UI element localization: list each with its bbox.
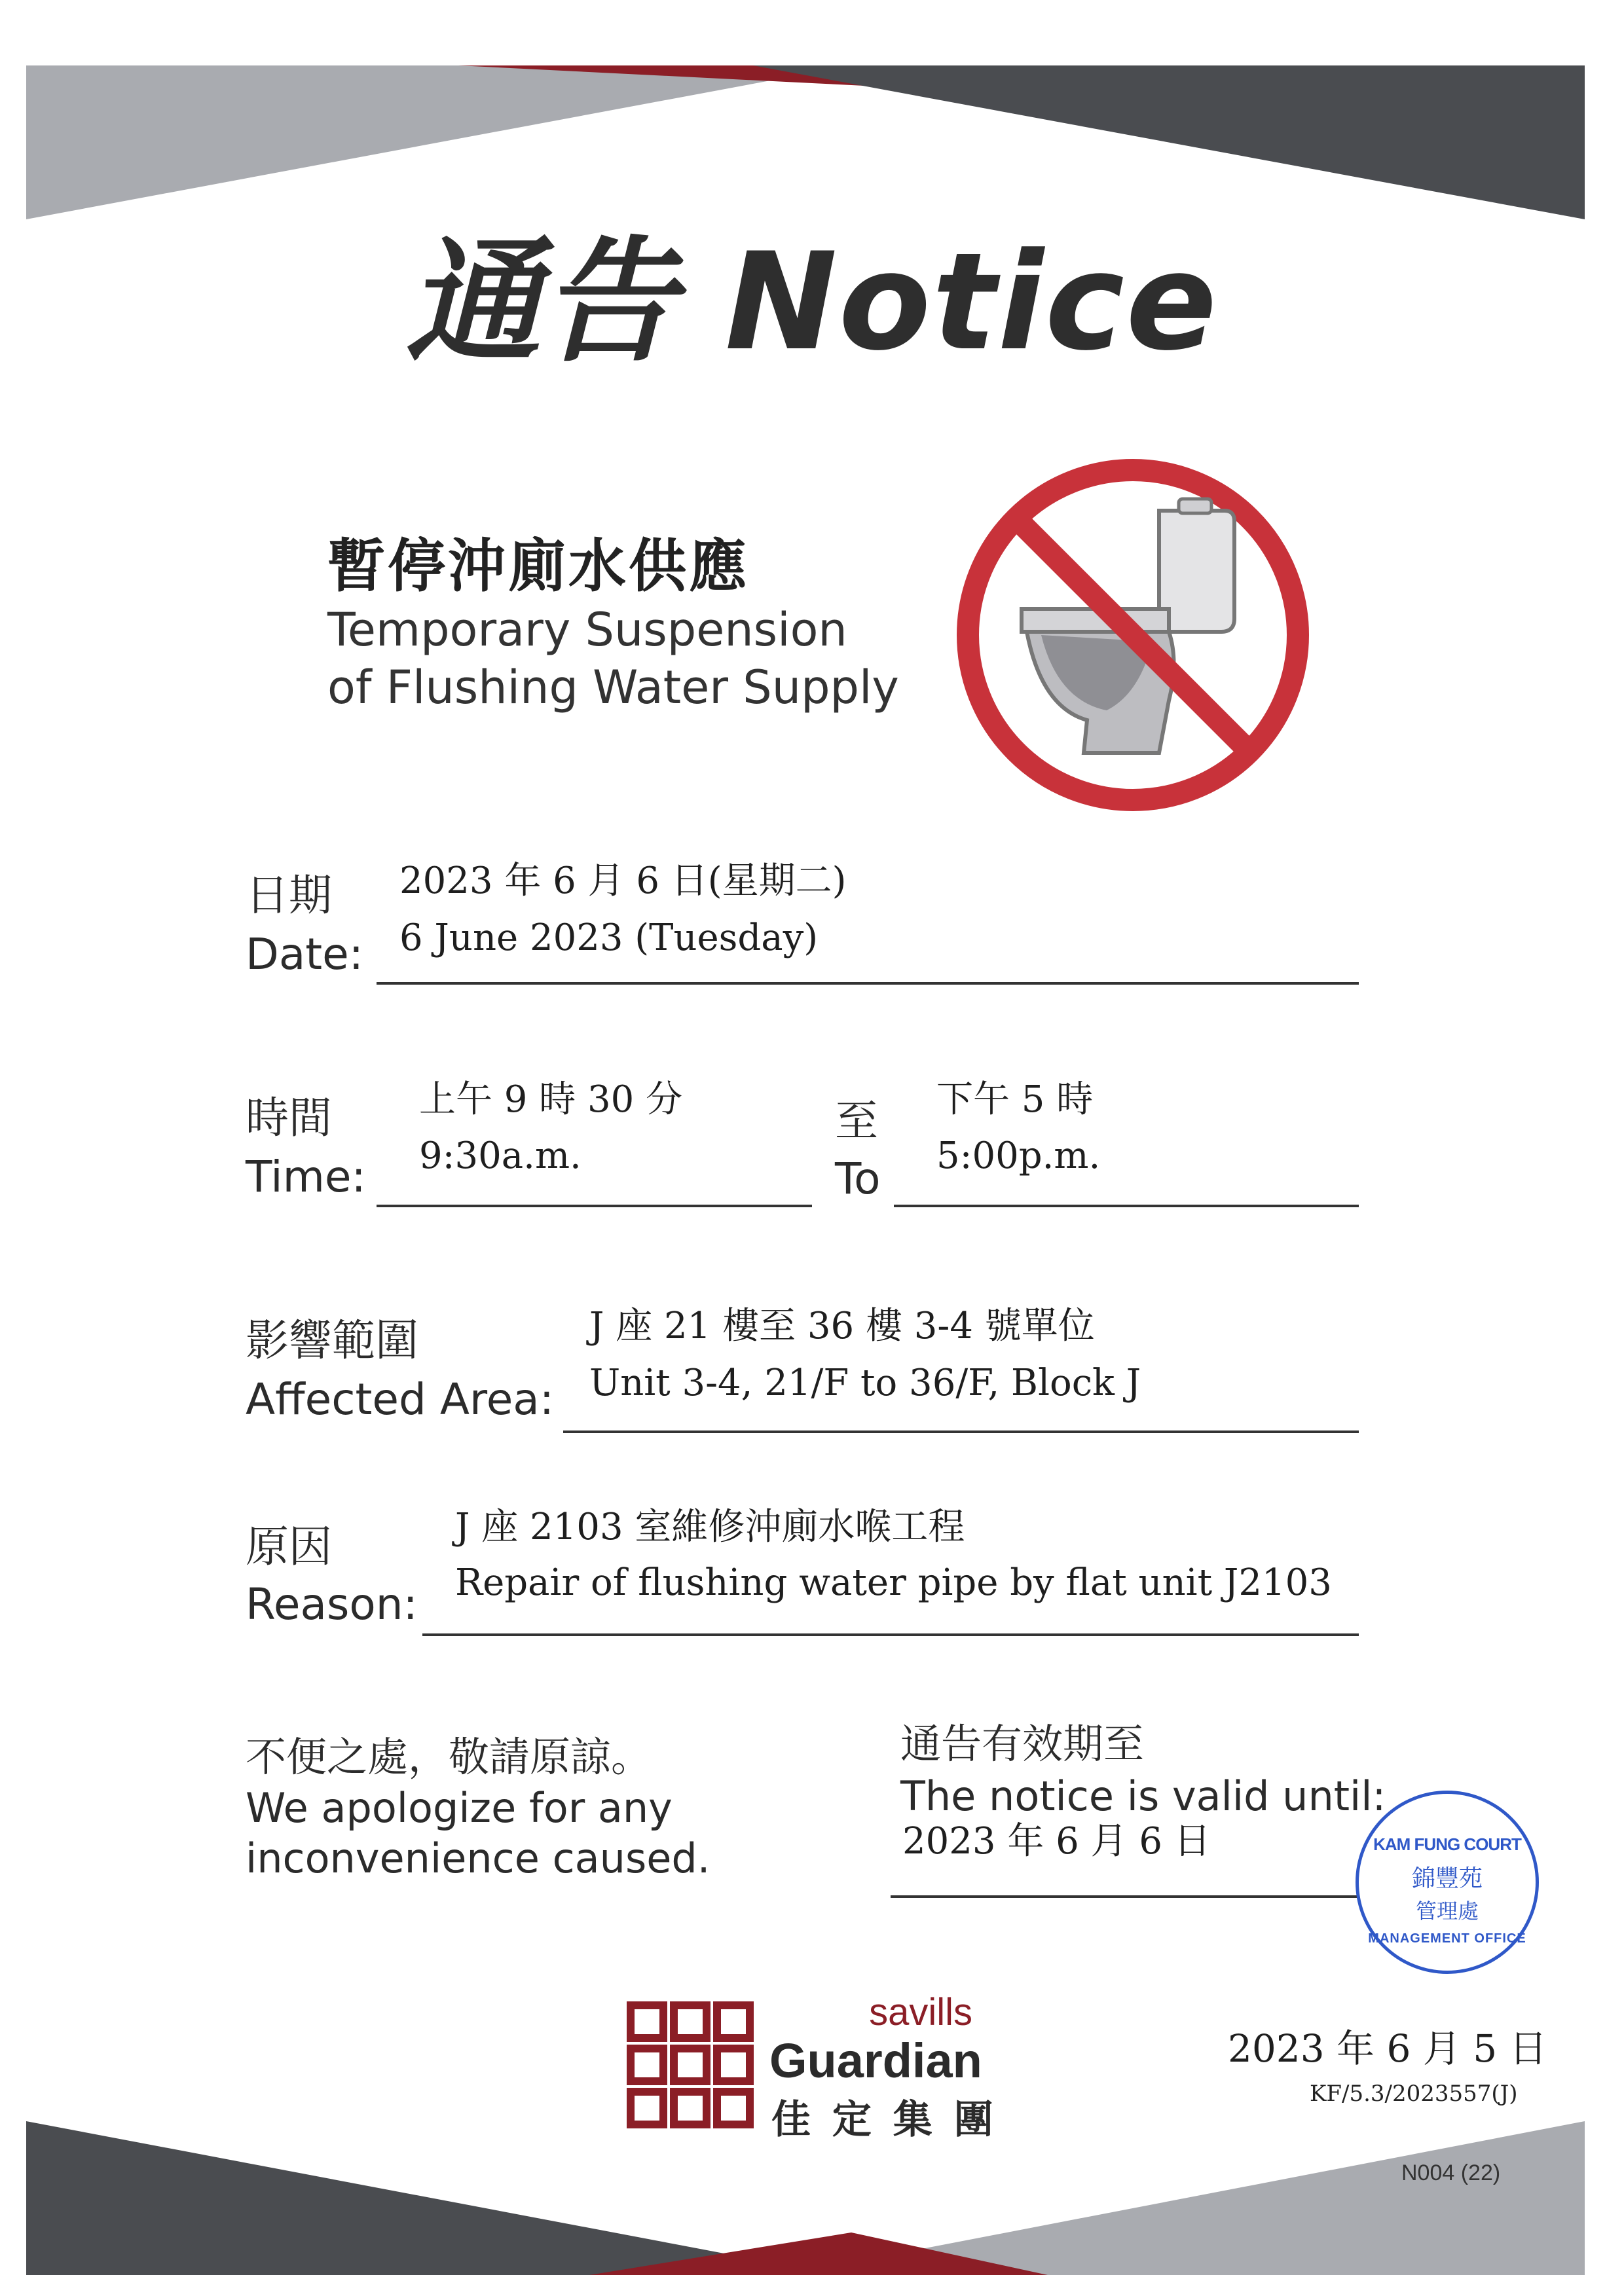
validity-label-zh: 通告有效期至	[900, 1720, 1145, 1768]
stamp-line2: 錦豐苑	[1411, 1865, 1483, 1892]
time-from-en: 9:30a.m.	[419, 1135, 581, 1177]
stamp-line3: 管理處	[1415, 1899, 1479, 1923]
area-value-zh: J 座 21 樓至 36 樓 3-4 號單位	[589, 1305, 1095, 1347]
reason-label-zh: 原因	[246, 1522, 332, 1572]
time-label-zh: 時間	[246, 1093, 332, 1143]
logo-brand-small: savills	[869, 1991, 972, 2033]
apology-en-line2: inconvenience caused.	[246, 1834, 710, 1882]
time-from-underline	[377, 1205, 812, 1207]
bottom-banner	[0, 2121, 1624, 2291]
time-to-zh: 下午 5 時	[936, 1078, 1094, 1121]
validity-value: 2023 年 6 月 6 日	[902, 1820, 1211, 1863]
stamp-line1: KAM FUNG COURT	[1373, 1834, 1521, 1854]
area-label-zh: 影響範圍	[246, 1315, 418, 1366]
apology-text	[246, 1732, 710, 1884]
area-underline	[563, 1430, 1359, 1433]
validity-label-en: The notice is valid until:	[900, 1772, 1386, 1820]
issue-date: 2023 年 6 月 5 日	[1228, 2026, 1547, 2071]
management-office-stamp	[1356, 1791, 1539, 1974]
form-code: N004 (22)	[1401, 2160, 1501, 2185]
guardian-logo-mark	[625, 2000, 756, 2131]
logo-brand-zh: 佳 定 集 團	[771, 2097, 997, 2143]
no-toilet-icon	[943, 445, 1323, 825]
time-to-label-en: To	[835, 1154, 881, 1204]
subtitle-en-line2: of Flushing Water Supply	[327, 661, 899, 714]
area-value-en: Unit 3-4, 21/F to 36/F, Block J	[589, 1362, 1141, 1404]
stamp-line4: MANAGEMENT OFFICE	[1368, 1931, 1526, 1946]
reason-underline	[422, 1633, 1359, 1636]
subtitle-en	[327, 601, 899, 716]
reason-label-en: Reason:	[246, 1579, 418, 1630]
time-to-underline	[894, 1205, 1359, 1207]
apology-zh: 不便之處，敬請原諒。	[246, 1733, 652, 1781]
reference-number: KF/5.3/2023557(J)	[1310, 2081, 1518, 2107]
time-to-label-zh: 至	[835, 1096, 878, 1146]
time-from-zh: 上午 9 時 30 分	[419, 1078, 683, 1121]
apology-en-line1: We apologize for any	[246, 1783, 673, 1832]
subtitle-zh: 暫停沖廁水供應	[327, 532, 750, 600]
reason-value-zh: J 座 2103 室維修沖廁水喉工程	[455, 1506, 965, 1548]
page-title: 通告 Notice	[405, 225, 1219, 380]
logo-brand-large: Guardian	[769, 2033, 982, 2088]
area-label-en: Affected Area:	[246, 1374, 554, 1425]
top-banner	[0, 65, 1624, 223]
date-underline	[377, 982, 1359, 985]
time-label-en: Time:	[246, 1152, 366, 1202]
date-label-en: Date:	[246, 929, 363, 979]
reason-value-en: Repair of flushing water pipe by flat unit J2103	[455, 1561, 1332, 1604]
date-value-en: 6 June 2023 (Tuesday)	[399, 917, 819, 959]
time-to-en: 5:00p.m.	[936, 1135, 1101, 1177]
date-value-zh: 2023 年 6 月 6 日(星期二)	[399, 860, 847, 902]
subtitle-en-line1: Temporary Suspension	[327, 603, 847, 657]
date-label-zh: 日期	[246, 870, 332, 920]
validity-underline	[891, 1895, 1359, 1898]
